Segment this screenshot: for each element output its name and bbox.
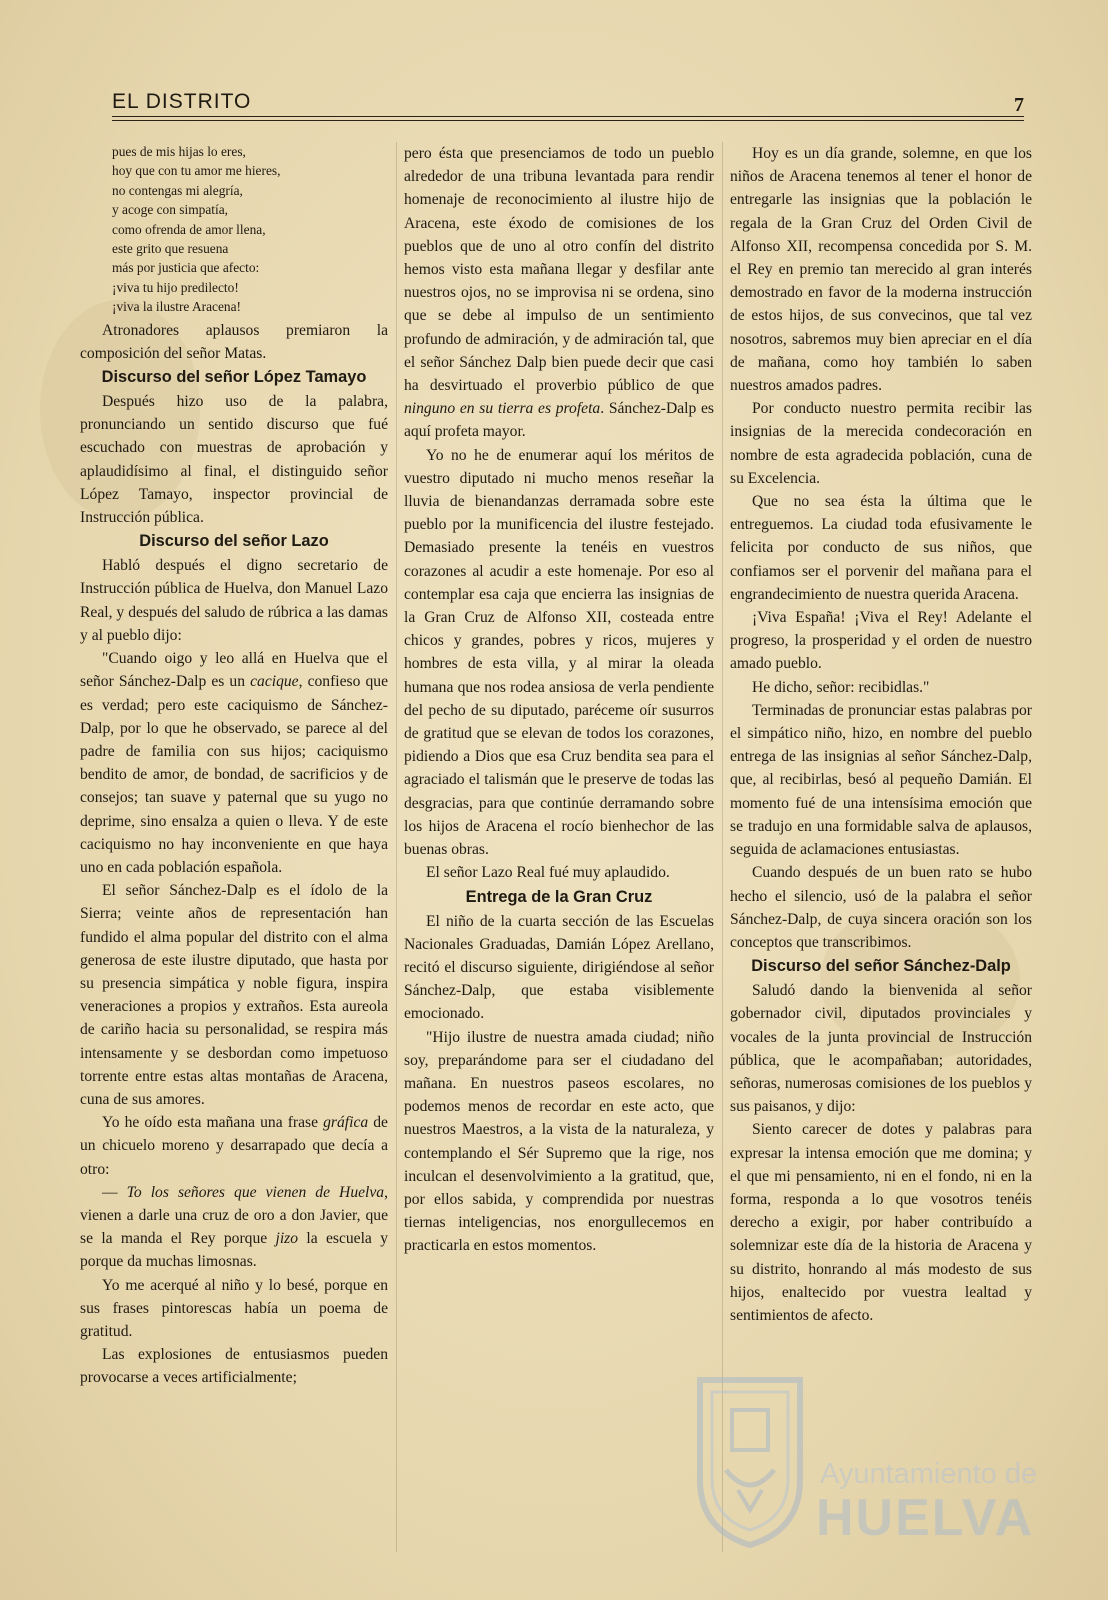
text-run: , vienen a darle una cruz de oro a don Javier, que se la manda el Rey porque (80, 1183, 388, 1248)
italic-run: jizo (275, 1230, 299, 1248)
text-run: — (102, 1183, 127, 1201)
italic-run: gráfica (323, 1114, 369, 1132)
paragraph (80, 1111, 388, 1181)
paragraph (80, 1181, 388, 1274)
poem-verse (112, 142, 388, 317)
paragraph: Terminadas de pronunciar estas palabras por el simpático niño, hizo, en nombre del pueblo entrega de las insignias al señor Sánchez-Dalp, que, al recibirlas, besó al pequeño Damián. El momento fué de una intensísima emoción que se tradujo en una formidable salva de aplausos, seguida de aclamaciones entusiastas. (730, 701, 1032, 859)
watermark (690, 1370, 1050, 1570)
paragraph: Por conducto nuestro permita recibir las insignias de la merecida condecoración en nombre de esta agradecida población, cuna de su Excelencia. (730, 400, 1032, 487)
section-heading: Discurso del señor López Tamayo (101, 368, 367, 387)
page-number: 7 (1014, 94, 1024, 116)
column-2 (404, 142, 714, 1258)
paragraph: Las explosiones de entusiasmos pueden provocarse a veces artificialmente; (80, 1346, 388, 1387)
text-run: pero ésta que presenciamos de todo un pueblo alrededor de una tribuna levantada para rendir homenaje de reconocimiento al ilustre hijo de Aracena, este éxodo de comisiones de los pueblos que de uno al otro confín del distrito hemos visto esta mañana llegar y desfilar ante nuestros ojos, no se improvisa ni se ordena, sino que se debe al impulso de un sentimiento profundo de admiración, y de admiración tal, que el señor Sánchez Dalp bien puede decir que casi ha desvirtuado el proverbio público de que (404, 145, 714, 395)
text-run: de un chicuelo moreno y desarrapado que decía a otro: (80, 1114, 388, 1178)
section-heading: Discurso del señor Lazo (139, 532, 329, 551)
paragraph: El señor Sánchez-Dalp es el ídolo de la Sierra; veinte años de representación han fundido el alma popular del distrito con el alma generosa de este ilustre diputado, que hasta por su presencia simpática y noble figura, inspira veneraciones a propios y extraños. Esta aureola de cariño hacia su personalidad, se respira más intensamente y se desbordan como impetuoso torrente entre estas altas montañas de Aracena, cuna de sus amores. (80, 882, 388, 1108)
paragraph: "Hijo ilustre de nuestra amada ciudad; niño soy, preparándome para ser el ciudadano del mañana. En nuestros paseos escolares, no podemos menos de recordar en este acto, que nuestros Maestros, a la vista de la naturaleza, y contemplando el Sér Supremo que la rige, nos inculcan el desenvolvimiento a la gratitud, que, por ellos sabida, y comprendida por nuestras tiernas inteligencias, nos enorgullecemos en practicarla en estos momentos. (404, 1028, 714, 1255)
paragraph: Saludó dando la bienvenida al señor gobernador civil, diputados provinciales y vocales de la junta provincial de Instrucción pública, que le acompañaban; autoridades, señoras, numerosas comisiones de los pueblos y sus paisanos, y dijo: (730, 982, 1032, 1116)
paragraph: Habló después el digno secretario de Instrucción pública de Huelva, don Manuel Lazo Real, y después del saludo de rúbrica a las damas y al pueblo dijo: (80, 557, 388, 644)
text-run: la escuela y porque da muchas limosnas. (80, 1230, 388, 1271)
city-shield-icon (690, 1370, 810, 1550)
paragraph: Después hizo uso de la palabra, pronunciando un sentido discurso que fué escuchado con muestras de aprobación y aplaudidísimo al final, el distinguido señor López Tamayo, inspector provincial de Instrucción pública. (80, 393, 388, 527)
verse-line: y acoge con simpatía, (112, 202, 229, 218)
paragraph (80, 647, 388, 879)
paragraph: El señor Lazo Real fué muy aplaudido. (426, 864, 670, 882)
verse-line: ¡viva tu hijo predilecto! (112, 279, 239, 295)
paragraph: El niño de la cuarta sección de las Escuelas Nacionales Graduadas, Damián López Arellano, recitó el discurso siguiente, dirigiéndose al señor Sánchez-Dalp, que estaba visiblemente emocionado. (404, 912, 714, 1023)
verse-line: más por justicia que afecto: (112, 260, 260, 276)
text-run: Yo he oído esta mañana una frase (102, 1114, 324, 1132)
paragraph: Siento carecer de dotes y palabras para expresar la intensa emoción que me domina; y el que mi pensamiento, ni en el fondo, ni en la forma, responda a lo que vosotros tenéis derecho a exigir, por haber contribuído a solemnizar este día de la historia de Aracena y su distrito, honrando al más modesto de sus hijos, enaltecido por vuestra lealtad y sentimientos de afecto. (730, 1121, 1032, 1324)
page-header (112, 90, 1024, 124)
verse-line: este grito que resuena (112, 241, 229, 257)
paragraph: Que no sea ésta la última que le entreguemos. La ciudad toda efusivamente le felicita por conducto de sus niños, que confiamos ser el porvenir del mañana para el engrandecimiento de nuestra querida Aracena. (730, 493, 1032, 603)
header-rule-thin (112, 120, 1024, 121)
section-heading: Discurso del señor Sánchez-Dalp (751, 957, 1011, 976)
verse-line: como ofrenda de amor llena, (112, 221, 266, 237)
text-run: "Cuando oigo y leo allá en Huelva que el señor Sánchez-Dalp es un (80, 650, 388, 691)
column-1 (80, 142, 388, 1390)
text-run: , confieso que es verdad; pero este caciquismo de Sánchez-Dalp, por lo que he observado, se parece al del padre de familia con sus hijos; caciquismo bendito de amor, de bondad, de sacrificios y de consejos; tan suave y paternal que su yugo no deprime, sino ensalza a quien o lleva. Y de este caciquismo no hay inconveniente en que haya uno en cada población española. (80, 673, 388, 876)
masthead: EL DISTRITO (112, 90, 252, 113)
paragraph: He dicho, señor: recibidlas." (752, 678, 930, 696)
column-divider (396, 142, 397, 1552)
section-heading: Entrega de la Gran Cruz (465, 887, 653, 906)
verse-line: ¡viva la ilustre Aracena! (112, 299, 242, 315)
paragraph: Cuando después de un buen rato se hubo hecho el silencio, usó de la palabra el señor Sánchez-Dalp, de cuya sincera oración son los conceptos que transcribimos. (730, 864, 1032, 951)
paragraph (404, 142, 714, 444)
verse-line: no contengas mi alegría, (112, 182, 243, 198)
italic-run: ninguno en su tierra es profeta (404, 400, 601, 418)
text-run: . Sánchez-Dalp es aquí profeta mayor. (404, 400, 714, 441)
paragraph: ¡Viva España! ¡Viva el Rey! Adelante el progreso, la prosperidad y el orden de nuestro amado pueblo. (730, 609, 1032, 673)
verse-line: hoy que con tu amor me hieres, (112, 163, 281, 179)
watermark-line-2: HUELVA (816, 1489, 1035, 1547)
italic-run: cacique (250, 673, 299, 691)
verse-line: pues de mis hijas lo eres, (112, 144, 246, 159)
column-3 (730, 142, 1032, 1327)
paragraph: Atronadores aplausos premiaron la composición del señor Matas. (80, 321, 388, 362)
paragraph: Yo me acerqué al niño y lo besé, porque en sus frases pintorescas había un poema de gratitud. (80, 1276, 388, 1340)
paragraph: Yo no he de enumerar aquí los méritos de vuestro diputado ni mucho menos reseñar la lluvia de bienandanzas derramada sobre este pueblo por la munificencia del ilustre festejado. Demasiado presente la tenéis en vuestros corazones al acudir a este homenaje. Por eso al contemplar esa caja que encierra las insignias de la Gran Cruz de Alfonso XII, costeada entre chicos y grandes, pobres y ricos, mujeres y hombres de esta villa, y al mirar la oleada humana que nos rodea ansiosa de verla pendiente del pecho de su diputado, paréceme oír susurros de gratitud que se elevan de todos los corazones, pidiendo a Dios que esa Cruz bendita sea para el agraciado el talismán que le preserve de todas las desgracias, para que continúe derramando sobre los hijos de Aracena el rocío bienhechor de las buenas obras. (404, 446, 714, 859)
header-rule (112, 116, 1024, 117)
watermark-line-1: Ayuntamiento de (820, 1458, 1038, 1490)
column-divider (722, 142, 723, 1552)
paragraph: Hoy es un día grande, solemne, en que los niños de Aracena tenemos al tener el honor de entregarle las insignias que la población le regala de la Gran Cruz del Orden Civil de Alfonso XII, recompensa concedida por S. M. el Rey en premio tan merecido al gran interés demostrado en favor de la moderna instrucción de estos hijos, de sus convecinos, que tal vez nosotros, sabremos muy bien apreciar en el día de mañana, como hoy también lo saben nuestros amados padres. (730, 145, 1032, 395)
italic-run: To los señores que vienen de Huelva (126, 1183, 385, 1201)
